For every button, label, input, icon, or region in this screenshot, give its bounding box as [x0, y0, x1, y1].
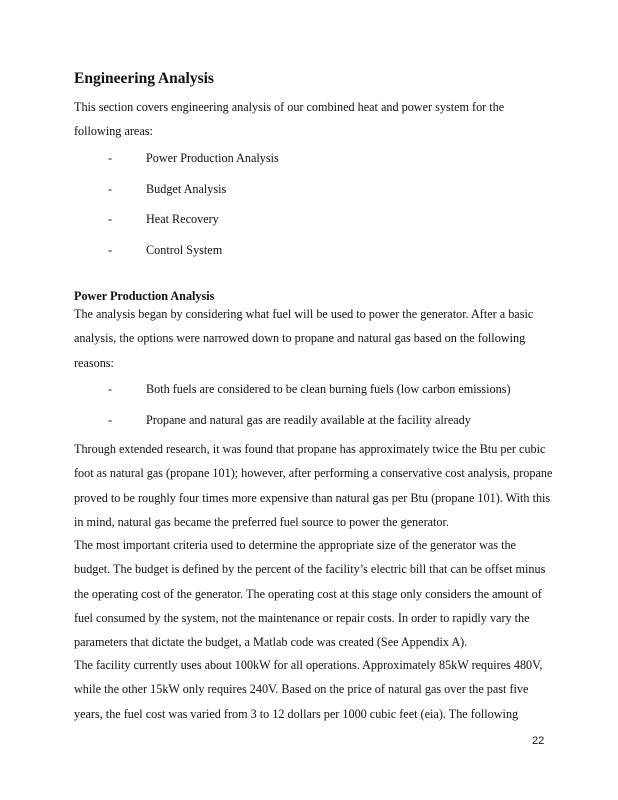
section-title: Engineering Analysis	[74, 70, 214, 87]
list-item-text: Propane and natural gas are readily available at the facility already	[146, 413, 471, 427]
body-paragraph: Through extended research, it was found that propane has approximately twice the Btu per cubic foot as natural gas (propane 101); however, after performing a conservative cost analysis, propane proved to be roughly four times more expensive than natural gas per Btu (propane 101). With this in mind, natural gas became the preferred fuel source to power the generator.	[74, 442, 553, 529]
bullet-dash: -	[108, 151, 113, 165]
bullet-dash: -	[108, 182, 113, 196]
page-number: 22	[532, 735, 545, 747]
list-item-text: Both fuels are considered to be clean burning fuels (low carbon emissions)	[146, 382, 511, 396]
subsection-intro: The analysis began by considering what fuel will be used to power the generator. After a basic analysis, the options were narrowed down to propane and natural gas based on the following reasons:	[74, 307, 534, 370]
body-paragraph: The most important criteria used to determine the appropriate size of the generator was the budget. The budget is defined by the percent of the facility’s electric bill that can be offset minus the operating cost of the generator. The operating cost at this stage only considers the amount of fuel consumed by the system, not the maintenance or repair costs. In order to rapidly vary the parameters that dictate the budget, a Matlab code was created (See Appendix A).	[74, 538, 546, 650]
list-item-text: Power Production Analysis	[146, 151, 279, 165]
bullet-dash: -	[108, 413, 113, 427]
section-intro: This section covers engineering analysis of our combined heat and power system for the following areas:	[74, 100, 505, 139]
bullet-dash: -	[108, 382, 113, 396]
bullet-dash: -	[108, 243, 113, 257]
subsection-title: Power Production Analysis	[74, 289, 215, 303]
bullet-dash: -	[108, 212, 113, 226]
list-item-text: Heat Recovery	[146, 212, 219, 226]
list-item-text: Control System	[146, 243, 223, 257]
body-paragraph: The facility currently uses about 100kW for all operations. Approximately 85kW requires 480V, while the other 15kW only requires 240V. Based on the price of natural gas over the past five years, the fuel cost was varied from 3 to 12 dollars per 1000 cubic feet (eia). The following	[74, 658, 543, 721]
list-item-text: Budget Analysis	[146, 182, 227, 196]
